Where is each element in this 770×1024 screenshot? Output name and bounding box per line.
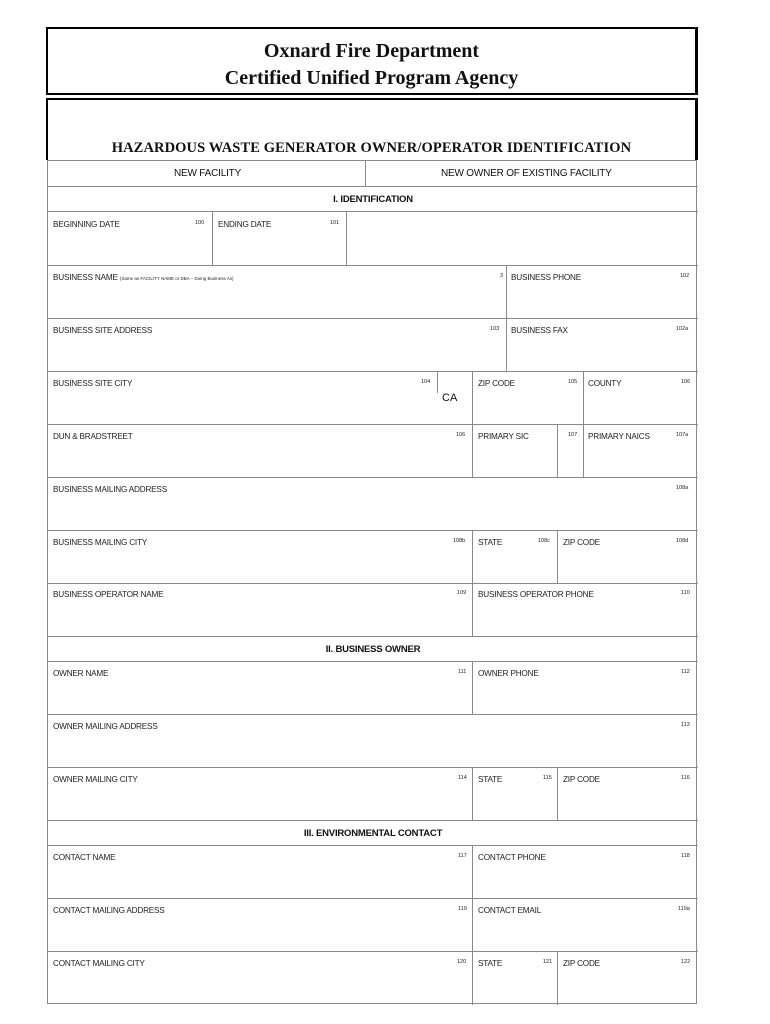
owner-mailing-city-label: OWNER MAILING CITY (53, 775, 138, 784)
business-site-city-number: 104 (421, 379, 431, 385)
business-fax-number: 102a (676, 326, 689, 332)
state-number: 108c (538, 538, 550, 544)
department-name: Oxnard Fire Department (263, 40, 480, 62)
contact-name-label: CONTACT NAME (53, 853, 116, 862)
agency-header (46, 27, 698, 95)
beginning-date-label: BEGINNING DATE (53, 220, 120, 229)
state-number: 121 (543, 959, 553, 965)
business-operator-phone-number: 110 (681, 590, 690, 596)
form-title: HAZARDOUS WASTE GENERATOR OWNER/OPERATOR IDENTIFICATION (111, 140, 632, 156)
owner-mailing-address-number: 113 (681, 722, 690, 728)
zip-code-label: ZIP CODE (563, 775, 600, 784)
owner-name-number: 111 (458, 669, 467, 675)
section-identification-heading: I. IDENTIFICATION (333, 194, 413, 205)
primary-sic-label: PRIMARY SIC (478, 432, 529, 441)
business-operator-name-label: BUSINESS OPERATOR NAME (53, 590, 164, 599)
zip-code-label: ZIP CODE (563, 959, 600, 968)
contact-mailing-city-label: CONTACT MAILING CITY (53, 959, 145, 968)
identification-form (47, 160, 697, 1004)
zip-code-number: 105 (568, 379, 578, 385)
contact-name-number: 117 (458, 853, 467, 859)
business-mailing-city-number: 108b (453, 538, 466, 544)
county-number: 106 (681, 379, 691, 385)
owner-mailing-city-number: 114 (458, 775, 467, 781)
contact-phone-number: 118 (681, 853, 690, 859)
contact-mailing-address-number: 119 (458, 906, 467, 912)
agency-name: Certified Unified Program Agency (224, 67, 519, 89)
business-phone-number: 102 (680, 273, 690, 279)
county-label: COUNTY (588, 379, 622, 388)
section-business-owner-heading: II. BUSINESS OWNER (325, 644, 421, 655)
business-name-note: (Same as FACILITY NAME or DBA – Doing Business As) (119, 276, 234, 281)
business-fax-label: BUSINESS FAX (511, 326, 568, 335)
dun-bradstreet-number: 106 (456, 432, 466, 438)
zip-code-number: 116 (681, 775, 690, 781)
beginning-date-number: 100 (195, 220, 205, 226)
contact-mailing-address-label: CONTACT MAILING ADDRESS (53, 906, 165, 915)
primary-naics-label: PRIMARY NAICS (588, 432, 650, 441)
zip-code-label: ZIP CODE (563, 538, 600, 547)
state-value: CA (442, 392, 458, 404)
business-site-city-label: BUSINESS SITE CITY (53, 379, 133, 388)
zip-code-number: 122 (681, 959, 691, 965)
contact-email-label: CONTACT EMAIL (478, 906, 542, 915)
business-operator-phone-label: BUSINESS OPERATOR PHONE (478, 590, 594, 599)
new-facility-option[interactable]: NEW FACILITY (174, 168, 242, 179)
form-title-box (46, 98, 698, 160)
new-owner-option[interactable]: NEW OWNER OF EXISTING FACILITY (441, 168, 612, 179)
state-label: STATE (478, 538, 503, 547)
owner-name-label: OWNER NAME (53, 669, 109, 678)
dun-bradstreet-label: DUN & BRADSTREET (53, 432, 133, 441)
owner-phone-label: OWNER PHONE (478, 669, 539, 678)
contact-email-number: 119a (678, 906, 690, 912)
contact-mailing-city-number: 120 (457, 959, 467, 965)
owner-phone-number: 112 (681, 669, 690, 675)
business-mailing-city-label: BUSINESS MAILING CITY (53, 538, 148, 547)
contact-phone-label: CONTACT PHONE (478, 853, 546, 862)
state-number: 115 (543, 775, 552, 781)
ending-date-number: 101 (330, 220, 340, 226)
primary-naics-number: 107a (676, 432, 689, 438)
business-site-address-number: 103 (490, 326, 500, 332)
business-mailing-address-number: 108a (676, 485, 689, 491)
owner-mailing-address-label: OWNER MAILING ADDRESS (53, 722, 158, 731)
section-environmental-contact-heading: III. ENVIRONMENTAL CONTACT (303, 828, 443, 839)
state-label: STATE (478, 959, 503, 968)
business-mailing-address-label: BUSINESS MAILING ADDRESS (53, 485, 167, 494)
business-operator-name-number: 109 (457, 590, 467, 596)
business-name-label: BUSINESS NAME (Same as FACILITY NAME or DBA – Doing Business As) (53, 273, 234, 282)
business-site-address-label: BUSINESS SITE ADDRESS (53, 326, 153, 335)
business-phone-label: BUSINESS PHONE (511, 273, 581, 282)
zip-code-number: 108d (676, 538, 689, 544)
state-label: STATE (478, 775, 503, 784)
business-name-number: 3 (500, 273, 504, 279)
primary-sic-number: 107 (568, 432, 578, 438)
zip-code-label: ZIP CODE (478, 379, 515, 388)
ending-date-label: ENDING DATE (218, 220, 272, 229)
